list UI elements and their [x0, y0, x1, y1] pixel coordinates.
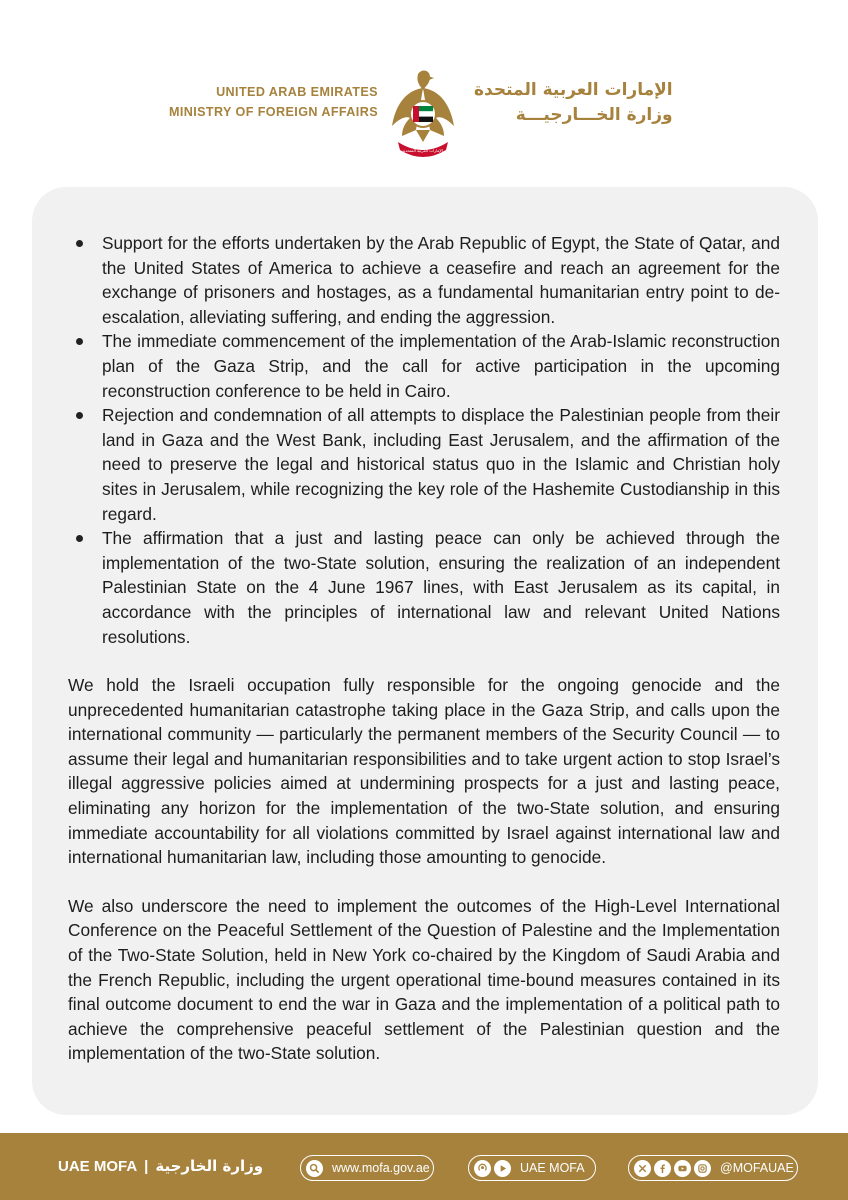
letterhead — [0, 68, 848, 158]
channel-name: UAE MOFA — [520, 1161, 585, 1175]
brand-separator: | — [144, 1157, 149, 1175]
podcast-icon — [474, 1160, 491, 1177]
bullet-icon — [76, 240, 83, 247]
brand-ar: وزارة الخارجية — [155, 1157, 264, 1175]
country-name-ar: الإمارات العربية المتحدة — [474, 80, 673, 100]
bullet-list — [68, 231, 780, 649]
statement-card — [32, 187, 818, 1115]
list-item — [68, 403, 780, 526]
list-item-text: Rejection and condemnation of all attempts to displace the Palestinian people from their land in Gaza and the West Bank, including East Jerusalem, and the affirmation of the need to preserve the legal and historical status quo in the Islamic and Christian holy sites in Jerusalem, while recognizing the key role of the Hashemite Custodianship in this regard. — [102, 405, 780, 524]
bullet-icon — [76, 412, 83, 419]
paragraph-outcomes: We also underscore the need to implement the outcomes of the High-Level International Conference on the Peaceful Settlement of the Question of Palestine and the Implementation of the Two-State Solution, held in New York co-chaired by the Kingdom of Saudi Arabia and the French Republic, including the urgent operational time-bound measures contained in its final outcome document to end the war in Gaza and the implementation of a political path to achieve the comprehensive peaceful settlement of the Palestinian question and the implementation of the two-State solution. — [68, 895, 780, 1064]
social-handle: @MOFAUAE — [720, 1161, 794, 1175]
footer-brand — [58, 1157, 263, 1175]
website-url: www.mofa.gov.ae — [332, 1161, 430, 1175]
list-item-text: The immediate commencement of the implementation of the Arab-Islamic reconstruction plan of the Gaza Strip, and the call for active participation in the upcoming reconstruction conference to be held in Cairo. — [102, 331, 780, 401]
emblem-ribbon-text: الإمارات العربية المتحدة — [403, 148, 443, 153]
instagram-icon — [694, 1160, 711, 1177]
bullet-icon — [76, 338, 83, 345]
statement-body — [68, 231, 780, 1066]
bullet-icon — [76, 535, 83, 542]
list-item — [68, 329, 780, 403]
list-item — [68, 526, 780, 649]
x-icon — [634, 1160, 651, 1177]
paragraph-responsibility: We hold the Israeli occupation fully responsible for the ongoing genocide and the unprecedented humanitarian catastrophe taking place in the Gaza Strip, and calls upon the international community — particularly the permanent members of the Security Council — to assume their legal and humanitarian responsibilities and to take urgent action to stop Israel’s illegal aggressive policies aimed at undermining prospects for a just and lasting peace, eliminating any horizon for the implementation of the two-State solution, and ensuring immediate accountability for all violations committed by Israel against international law and international humanitarian law, including those amounting to genocide. — [68, 675, 780, 868]
youtube-icon — [674, 1160, 691, 1177]
footer-bar — [0, 1133, 848, 1200]
search-icon — [306, 1160, 323, 1177]
facebook-icon — [654, 1160, 671, 1177]
ministry-name-arabic — [474, 78, 673, 128]
uae-emblem-icon — [386, 68, 460, 158]
channel-link[interactable] — [468, 1155, 596, 1181]
website-link[interactable] — [300, 1155, 434, 1181]
play-icon — [494, 1160, 511, 1177]
list-item-text: Support for the efforts undertaken by the Arab Republic of Egypt, the State of Qatar, and the United States of America to achieve a ceasefire and reach an agreement for the exchange of prisoners and hostages, as a fundamental humanitarian entry point to de-escalation, alleviating suffering, and ending the aggression. — [102, 233, 780, 327]
ministry-name-ar: وزارة الخـــارجيـــة — [515, 105, 673, 125]
brand-en: UAE MOFA — [58, 1157, 138, 1175]
ministry-name-english — [169, 82, 378, 122]
country-name-en: UNITED ARAB EMIRATES — [216, 85, 378, 99]
list-item-text: The affirmation that a just and lasting peace can only be achieved through the implementation of the two-State solution, ensuring the realization of an independent Palestinian State on the 4 June 1967 lines, with East Jerusalem as its capital, in accordance with the principles of international law and relevant United Nations resolutions. — [102, 528, 780, 647]
ministry-name-en: MINISTRY OF FOREIGN AFFAIRS — [168, 105, 378, 119]
list-item — [68, 231, 780, 329]
social-link[interactable] — [628, 1155, 798, 1181]
